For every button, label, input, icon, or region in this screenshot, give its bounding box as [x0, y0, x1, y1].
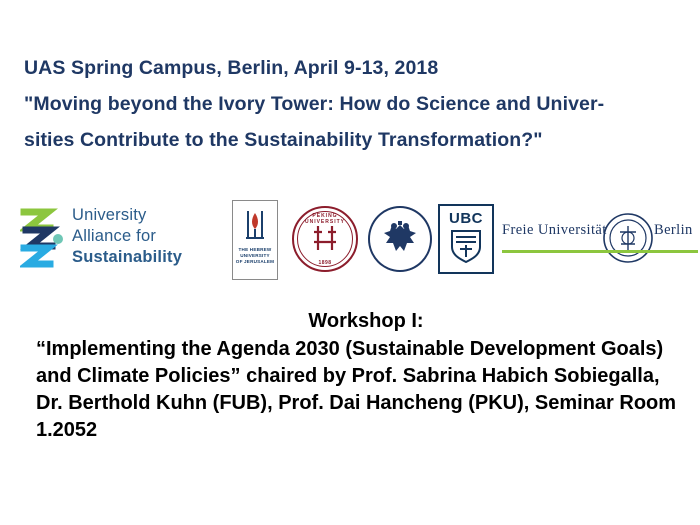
hebrew-university-caption	[233, 247, 277, 265]
uas-mark-icon	[20, 206, 66, 272]
uas-wordmark-line-3: Sustainability	[72, 248, 183, 266]
hebrew-caption-line-3: OF JERUSALEM	[235, 259, 275, 264]
uas-wordmark-line-2: Alliance for	[72, 227, 157, 245]
logo-hebrew-university	[232, 200, 278, 280]
peking-university-seal-icon	[308, 222, 342, 256]
logo-ubc	[438, 204, 494, 274]
header-line-2: "Moving beyond the Ivory Tower: How do Science and Univer-	[24, 93, 605, 115]
workshop-block	[36, 308, 688, 444]
event-header	[24, 50, 684, 158]
workshop-description: “Implementing the Agenda 2030 (Sustainable Development Goals) and Climate Policies” chaired by Prof. Sabrina Habich Sobiegalla, Dr. Berthold Kuhn (FUB), Prof. Dai Hancheng (PKU), Seminar Room 1.2052	[36, 338, 677, 441]
pku-bottom-text: 1898	[318, 260, 332, 266]
uas-wordmark-line-1: University	[72, 206, 147, 224]
hebrew-caption-line-1: THE HEBREW	[238, 247, 272, 252]
double-headed-eagle-icon	[380, 219, 420, 259]
pku-top-text: PEKING UNIVERSITY	[304, 213, 345, 225]
logo-university-alliance-sustainability	[20, 204, 220, 276]
partner-logo-strip	[20, 196, 693, 286]
fub-wordmark-right: Berlin	[654, 222, 693, 238]
logo-spbu	[368, 206, 432, 272]
uas-wordmark	[72, 205, 182, 268]
hebrew-university-emblem-icon	[240, 207, 270, 243]
hebrew-caption-line-2: UNIVERSITY	[240, 253, 270, 258]
fub-wordmark-left: Freie Universität	[502, 222, 607, 238]
logo-peking-university	[292, 206, 358, 272]
ubc-wordmark: UBC	[449, 210, 483, 227]
fub-green-rule	[502, 250, 698, 253]
header-line-3: sities Contribute to the Sustainability Transformation?"	[24, 129, 543, 151]
ubc-shield-icon	[449, 229, 483, 263]
header-line-1: UAS Spring Campus, Berlin, April 9-13, 2018	[24, 57, 439, 79]
workshop-title: Workshop I:	[308, 310, 424, 332]
logo-freie-universitaet-berlin	[502, 214, 700, 268]
fub-seal-icon	[602, 212, 654, 264]
